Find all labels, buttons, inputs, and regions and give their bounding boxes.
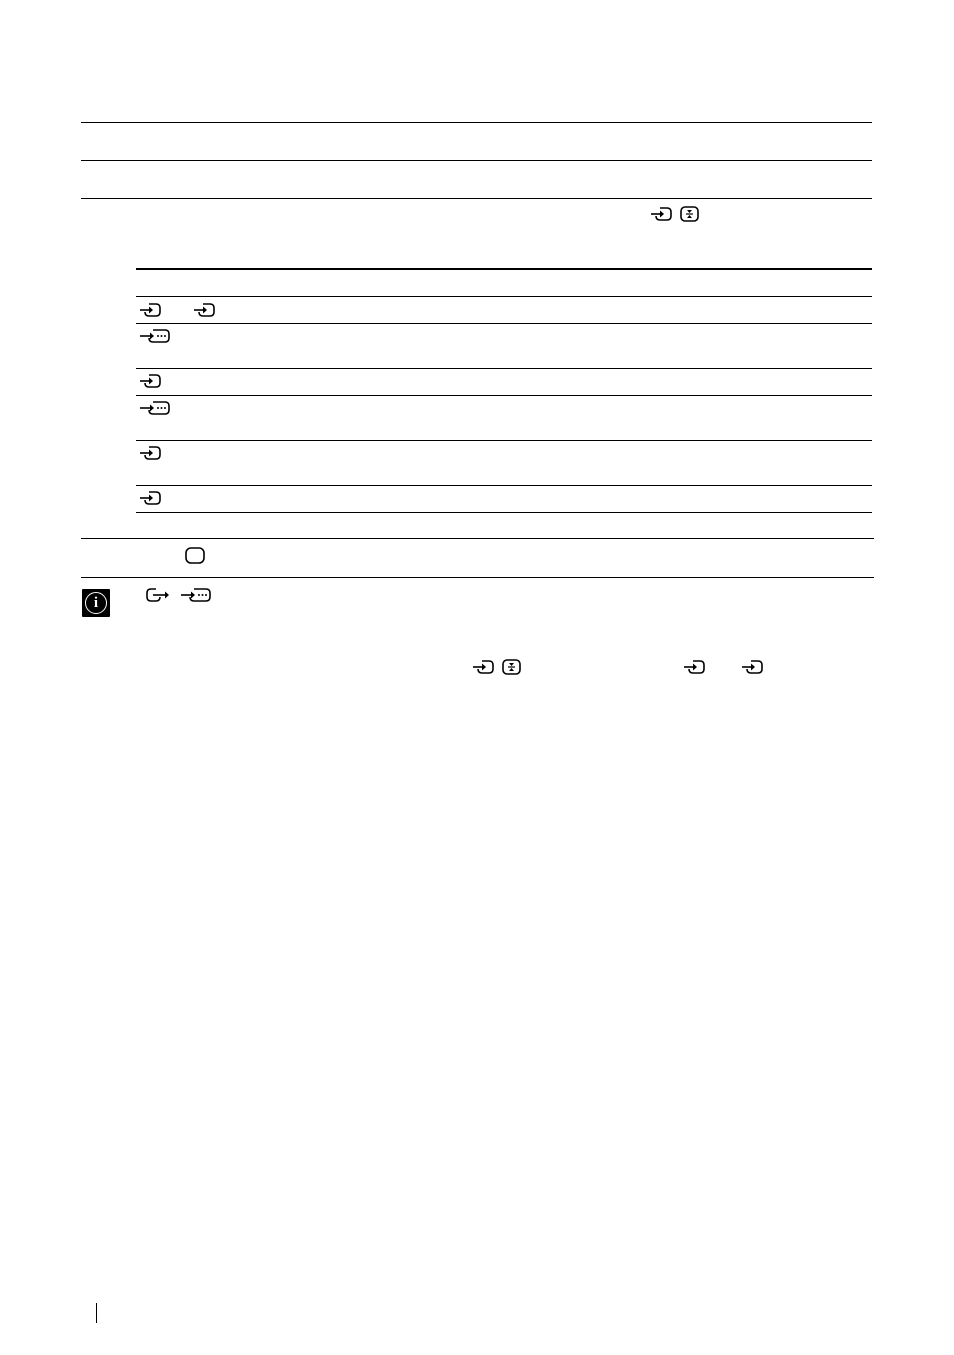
- av-output-icon: [144, 586, 174, 604]
- table-rule-3: [136, 368, 872, 369]
- info-icon: [82, 589, 110, 617]
- monitor-output-icon: [501, 658, 523, 676]
- av-input-icon: [139, 489, 165, 507]
- av-input-icon: [139, 444, 165, 462]
- info-glyph: i: [93, 595, 99, 611]
- rule-section-1: [81, 538, 874, 539]
- table-rule-7: [136, 512, 872, 513]
- smartlink-input-icon: [139, 327, 173, 345]
- table-rule-5: [136, 440, 872, 441]
- tv-screen-icon: [184, 547, 206, 565]
- table-rule-2: [136, 323, 872, 324]
- av-input-icon: [683, 658, 709, 676]
- av-input-icon: [139, 301, 165, 319]
- monitor-output-icon: [679, 205, 701, 223]
- table-rule-1: [136, 296, 872, 297]
- av-input-icon: [741, 658, 767, 676]
- table-rule-header: [136, 268, 872, 270]
- rule-top-3: [81, 198, 872, 199]
- table-rule-6: [136, 485, 872, 486]
- table-rule-4: [136, 395, 872, 396]
- rule-top-2: [81, 160, 872, 161]
- av-input-icon: [472, 658, 498, 676]
- rule-section-2: [81, 577, 874, 578]
- av-input-icon: [193, 301, 219, 319]
- smartlink-input-icon: [139, 399, 173, 417]
- av-input-icon: [139, 372, 165, 390]
- page-number-divider: [96, 1303, 97, 1323]
- av-input-icon: [650, 205, 676, 223]
- smartlink-input-icon: [180, 586, 214, 604]
- rule-top-1: [81, 122, 872, 123]
